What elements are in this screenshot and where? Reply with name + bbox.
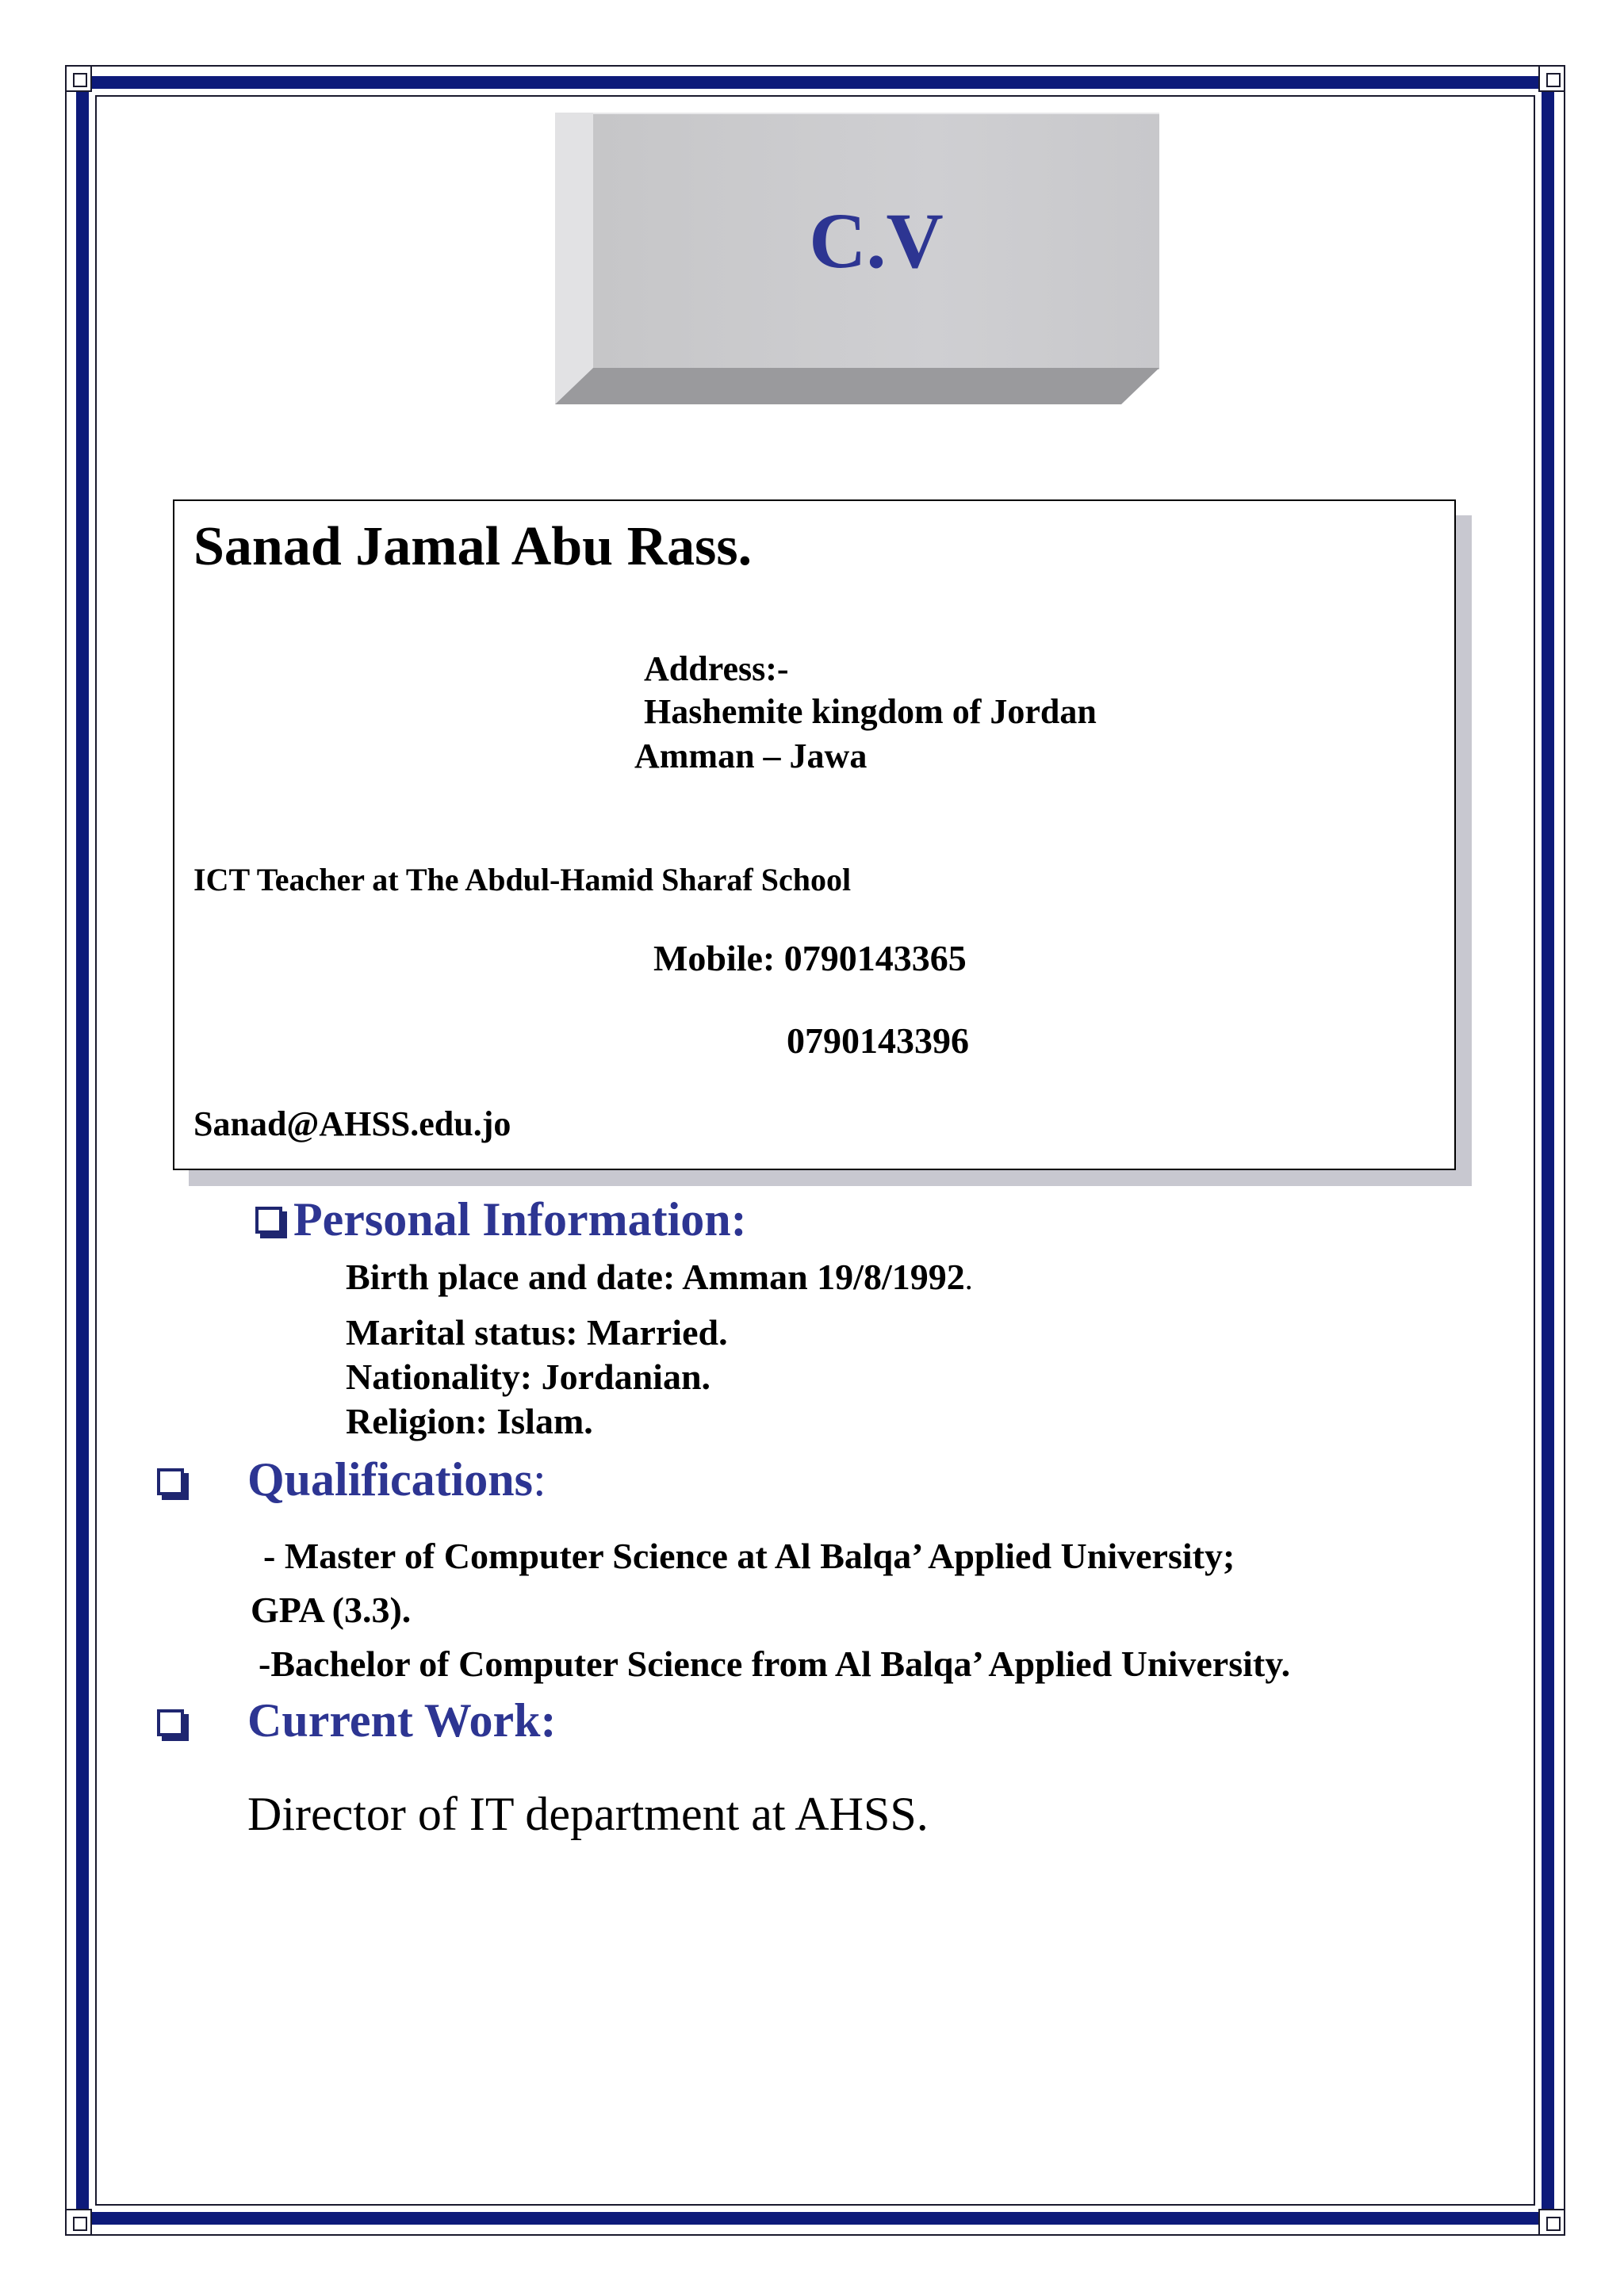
- qualifications-heading-colon: :: [533, 1453, 546, 1506]
- checkbox-bullet-icon: [157, 1709, 184, 1736]
- qualification-master: - Master of Computer Science at Al Balqa’ Applied University;: [263, 1536, 1235, 1576]
- corner-ornament-bottom-right: [1538, 2209, 1565, 2236]
- address-line-2: Amman – Jawa: [634, 737, 868, 775]
- qualification-master-gpa: GPA (3.3).: [251, 1590, 412, 1630]
- birth-info-text: Birth place and date: Amman 19/8/1992: [346, 1257, 965, 1297]
- person-name: Sanad Jamal Abu Rass.: [193, 516, 753, 577]
- qualifications-heading-text: Qualifications: [247, 1453, 534, 1506]
- mobile-number-2: 0790143396: [787, 1020, 969, 1061]
- address-line-1: Hashemite kingdom of Jordan: [644, 692, 1097, 731]
- cv-title-block: [555, 113, 1159, 404]
- address-label: Address:-: [644, 649, 789, 688]
- mobile-number: Mobile: 0790143365: [653, 938, 967, 978]
- nationality: Nationality: Jordanian.: [346, 1357, 711, 1397]
- corner-ornament-bottom-left: [65, 2209, 92, 2236]
- corner-ornament-top-left: [65, 65, 92, 92]
- job-position: ICT Teacher at The Abdul-Hamid Sharaf School: [193, 862, 852, 897]
- birth-info: [346, 1256, 973, 1298]
- corner-ornament-top-right: [1538, 65, 1565, 92]
- qualification-bachelor: -Bachelor of Computer Science from Al Balqa’ Applied University.: [259, 1644, 1291, 1684]
- checkbox-bullet-icon: [157, 1468, 184, 1495]
- current-work-bullet: [157, 1709, 184, 1740]
- personal-info-heading: [255, 1192, 747, 1247]
- email-address: Sanad@AHSS.edu.jo: [193, 1104, 511, 1143]
- birth-info-suffix: .: [964, 1261, 973, 1296]
- checkbox-bullet-icon: [255, 1207, 282, 1234]
- qualifications-bullet: [157, 1468, 184, 1499]
- religion: Religion: Islam.: [346, 1401, 593, 1441]
- cv-title: C.V: [809, 196, 944, 285]
- current-work-text: Director of IT department at AHSS.: [247, 1788, 929, 1840]
- marital-status: Marital status: Married.: [346, 1312, 728, 1353]
- qualifications-heading: [247, 1452, 546, 1507]
- current-work-heading: Current Work:: [247, 1694, 557, 1747]
- personal-info-heading-text: Personal Information:: [293, 1193, 747, 1246]
- header-card: [173, 499, 1456, 1170]
